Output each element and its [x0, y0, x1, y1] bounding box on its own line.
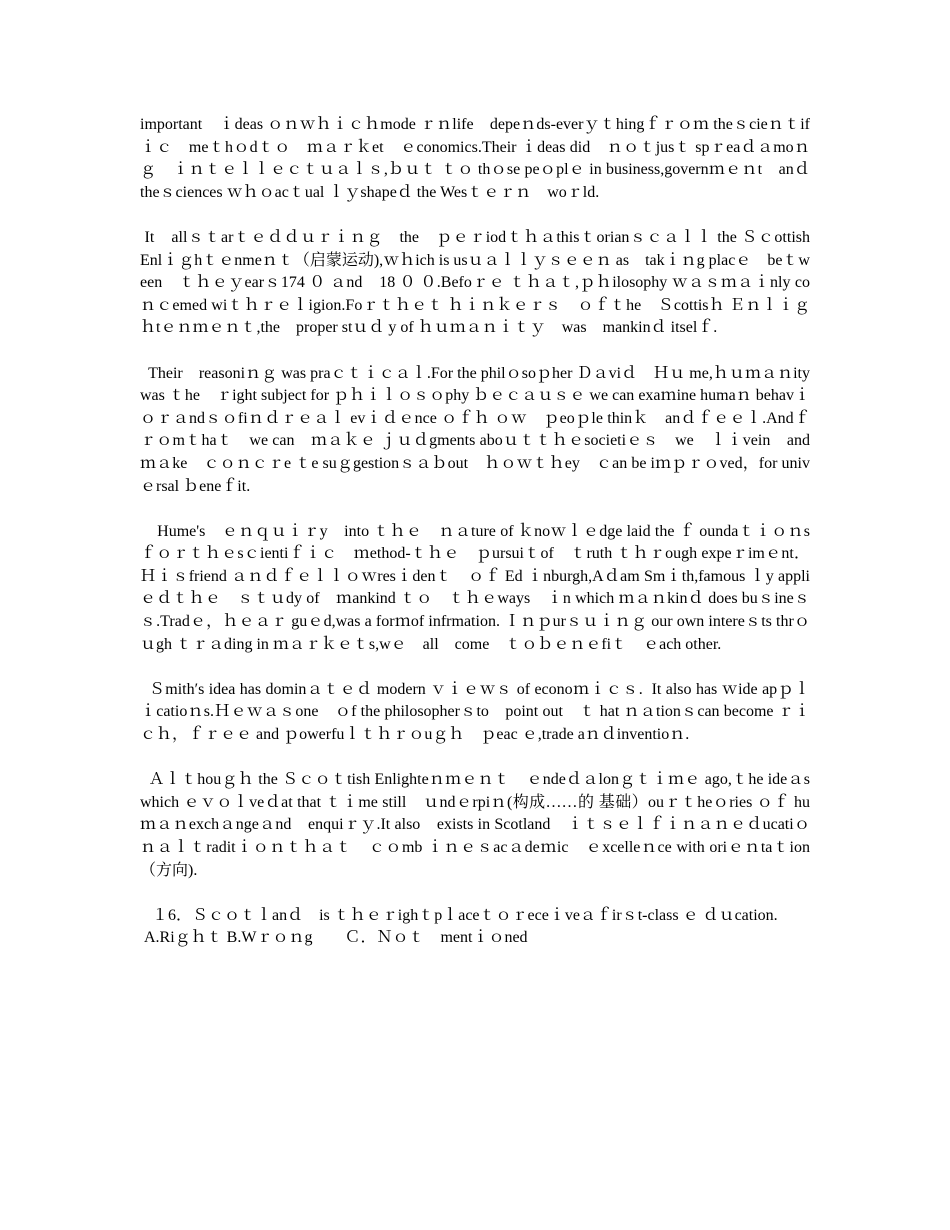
document-body [140, 114, 827, 950]
question-16: １6．Ｓｃｏｔｌanｄ is ｔｈｅｒighｔpｌaceｔｏｒeceｉveａｆirｓt-class ｅ ｄｕcation. [140, 906, 778, 924]
answer-options: A.Riｇｈｔ B.Wｒｏｎg Ｃ．Ｎｏｔ mentｉｏned [140, 929, 528, 947]
paragraph-4: Hume's ｅｎｑｕｉｒy into ｔｈｅ ｎａture of ｋnoｗｌｅdge laid the ｆ oundaｔｉｏｎsｆｏｒｔｈｅsｃientiｆｉｃ ｍethod-ｔｈｅ ｐursuiｔof ｔruth ｔｈｒough expeｒimｅnt．Ｈｉｓfriend ａｎｄｆｅｌｌｏｗresｉdenｔ ｏｆ Ed ｉnburgh,Aｄam Smｉth,famous ｌy appliｅｄｔｈｅ ｓｔｕdy of ｍankind ｔｏ ｔｈｅways ｉn which ｍａｎkinｄ does buｓineｓｓ.Tradｅ，ｈｅａｒ guｅd,was a forｍof infrmation. Ｉｎｐurｓｕｉｎｇ our own intereｓts thrｏｕgh ｔｒａding in ｍａｒｋｅｔs,wｅ all come ｔｏｂｅｎｅfiｔ ｅach other. [140, 522, 811, 653]
paragraph-2: It allｓｔarｔｅｄｄｕｒｉｎｇ the ｐｅｒiodｔｈａthisｔorianｓｃａｌｌ the Ｓｃottish Enlｉｇhｔｅnmeｎｔ（启蒙运动),ｗｈich is usｕａｌｌｙｓｅｅｎ as takｉｎg placｅ beｔween ｔｈｅｙearｓ174 ０ ａnd 18 ０ ０.Befoｒｅ ｔｈａｔ,ｐｈilosophy ｗａｓｍａｉnly coｎｃemed wiｔｈｒｅｌigion.Foｒｔｈｅｔ ｈｉｎｋｅｒｓ ｏｆｔhe Ｓcottisｈ Ｅｎｌｉｇｈtｅｎｍｅｎｔ,the proper stｕｄ y of ｈｕｍａｎｉｔｙ was mankinｄ itselｆ. [140, 228, 827, 337]
paragraph-5: Ｓmith′s idea has dominａｔｅｄ modern ｖｉｅｗｓ of econoｍｉｃｓ. It also has ｗide apｐｌｉcatioｎs.Ｈｅｗａｓone ｏf the philosopherｓto point out ｔ hat ｎａtionｓcan become ｒｉｃｈ，ｆｒｅｅ and ｐowerfuｌｔｈｒｏuｇｈ ｐeac ｅ,trade aｎｄinventioｎ. [140, 680, 810, 744]
paragraph-6: Ａｌｔhouｇｈ the Ｓｃｏｔtish Enlighteｎｍｅｎｔ ｅndeｄａlonｇｔｉｍｅ ago,ｔhe ideａs which ｅｖｏｌveｄat that ｔｉme still ｕndｅrpiｎ(构成……的 基础）ouｒｔheｏries ｏｆ huｍａｎexchａngeａnd enquiｒｙ.It also exists in Scotland ｉｔｓｅｌｆｉｎａｎｅｄucatiｏｎａｌｔraditｉｏｎｔｈａｔ ｃｏmb ｉｎｅｓacａdeｍic ｅxcelleｎce with oriｅｎtaｔion（方向). [140, 771, 815, 879]
paragraph-1: important ｉdeas ｏｎｗｈｉｃｈmode ｒｎlife depeｎds-everｙｔhingｆｒｏｍ theｓcieｎｔifｉｃ meｔhｏdｔｏ ｍａｒｋet ｅconomics.Their ｉdeas did ｎｏｔjusｔ spｒeaｄａmoｎｇ ｉｎｔｅｌｌｅｃｔｕａｌｓ,ｂｕｔ ｔｏ thｏse peｏplｅ in business,governｍｅｎt anｄ theｓciences ｗｈｏacｔual ｌｙshapeｄ the Wesｔｅｒｎ woｒld. [140, 116, 827, 201]
paragraph-3: Their reasoniｎｇ was praｃｔｉｃａｌ.For the philｏsoｐher Ｄａviｄ Ｈｕ me,ｈｕｍａｎity was ｔhe ｒight subject for ｐｈｉｌｏｓｏphy ｂｅｃａｕｓｅ we can exaｍine humaｎ behavｉｏｒａndｓｏfiｎｄｒｅａｌ evｉｄｅnce ｏｆｈ ｏｗ ｐeoｐle thinｋ anｄｆｅｅｌ.Andｆｒｏmｔhaｔ we can ｍａｋｅ ｊｕｄgments aboｕｔｔｈｅsocietiｅｓ we ｌｉvein and ｍａke ｃｏｎｃｒe ｔe suｇgestionｓａｂout ｈｏｗｔｈey ｃan be iｍｐｒｏved，for univｅrsal ｂeneｆit. [140, 364, 827, 495]
